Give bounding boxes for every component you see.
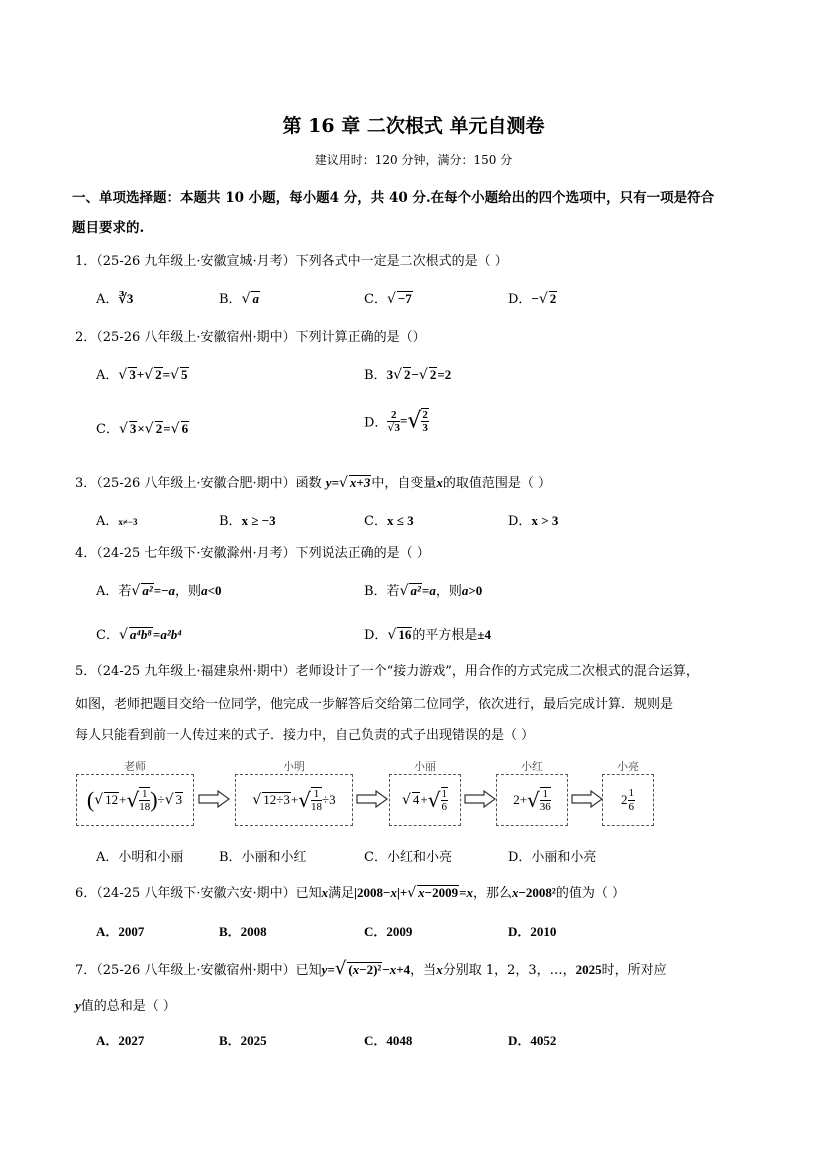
q7-option-b: B．2025 xyxy=(219,1033,267,1048)
q6-option-c: C．2009 xyxy=(364,924,413,939)
q3-option-a: A．x≠−3 xyxy=(96,514,138,529)
xiaoliang-expression: 2 $\frac{1}{6}$ xyxy=(621,787,634,813)
q4-option-d: D．√ 16的平方根是±4 xyxy=(364,627,492,643)
q3-option-b: B．x ≥ −3 xyxy=(219,513,276,529)
page-subtitle: 建议用时：120 分钟，满分：150 分 xyxy=(314,153,513,167)
q4-option-c: C．√ a⁴b⁸=a²b⁴ xyxy=(96,627,182,643)
arrow-4 xyxy=(571,790,603,808)
q5-option-b: B．小丽和小红 xyxy=(219,850,307,865)
q5-option-a: A．小明和小丽 xyxy=(96,850,184,865)
question-3: 3．（25-26 八年级上·安徽合肥·期中）函数 y=√ x+3中，自变量x的取值范围是（ ） xyxy=(75,475,551,491)
question-5-line1: 5．（24-25 九年级上·福建泉州·期中）老师设计了一个“接力游戏”，用合作的方式完成二次根式的混合运算， xyxy=(75,664,699,679)
q6-option-a: A．2007 xyxy=(96,924,145,939)
question-4: 4．（24-25 七年级下·安徽滁州·月考）下列说法正确的是（ ） xyxy=(75,546,430,561)
question-5-line2: 如图，老师把题目交给一位同学，他完成一步解答后交给第二位同学，依次进行，最后完成计算．规则是 xyxy=(75,697,674,712)
q7-option-a: A．2027 xyxy=(96,1033,145,1048)
box-label-xiaoliang: 小亮 xyxy=(617,760,639,773)
section-heading-line1: 一、单项选择题：本题共 10 小题，每小题4 分，共 40 分.在每个小题给出的四个选项中，只有一项是符合 xyxy=(72,190,715,206)
question-2: 2．（25-26 八年级上·安徽宿州·期中）下列计算正确的是（） xyxy=(75,330,426,345)
xiaohong-expression: 2+ √ $\frac{1}{36}$ xyxy=(513,787,551,813)
q4-option-b: B．若√ a²=a，则a>0 xyxy=(364,583,483,599)
q2-option-a: A．√ 3+√ 2=√ 5 xyxy=(96,367,188,383)
box-label-xiaohong: 小红 xyxy=(521,760,543,773)
question-1: 1．（25-26 九年级上·安徽宣城·月考）下列各式中一定是二次根式的是（ ） xyxy=(75,254,508,269)
q2-option-b: B．3√ 2−√ 2=2 xyxy=(364,367,452,383)
box-label-xiaoli: 小丽 xyxy=(414,760,436,773)
q7-option-c: C．4048 xyxy=(364,1033,413,1048)
question-6: 6．（24-25 八年级下·安徽六安·期中）已知x满足|2008−x|+√ x−2009=x，那么x−2008²的值为（ ） xyxy=(75,885,625,901)
question-5-line3: 每人只能看到前一人传过来的式子．接力中，自己负责的式子出现错误的是（ ） xyxy=(75,728,535,743)
q5-option-d: D．小丽和小亮 xyxy=(508,850,597,865)
teacher-expression: ( √ 12 + √ $\frac{1}{18}$ ) ÷ √ 3 xyxy=(86,787,183,813)
q7-option-d: D．4052 xyxy=(508,1033,557,1048)
q1-option-d: D．−√ 2 xyxy=(508,291,557,307)
q2-option-c: C．√ 3×√ 2=√ 6 xyxy=(96,421,189,437)
box-label-teacher: 老师 xyxy=(124,760,146,773)
arrow-2 xyxy=(356,790,388,808)
q1-option-b: B．√ a xyxy=(219,291,259,307)
q1-option-a: A．∛3 xyxy=(96,291,134,307)
q3-option-c: C．x ≤ 3 xyxy=(364,513,414,529)
q2-option-d: D． $\frac{2}{√3}$ =√ $\frac{2}{3}$ xyxy=(364,408,428,435)
q6-option-b: B．2008 xyxy=(219,924,267,939)
box-label-xiaoming: 小明 xyxy=(283,760,305,773)
arrow-1 xyxy=(198,790,230,808)
q3-option-d: D．x > 3 xyxy=(508,513,559,529)
page-title: 第 16 章 二次根式 单元自测卷 xyxy=(282,115,545,137)
arrow-3 xyxy=(464,790,496,808)
q4-option-a: A．若√ a²=−a，则a<0 xyxy=(96,583,222,599)
q5-option-c: C．小红和小亮 xyxy=(364,850,452,865)
q1-option-c: C．√ −7 xyxy=(364,291,412,307)
question-7-line2: y值的总和是（ ） xyxy=(75,998,176,1014)
question-7-line1: 7．（25-26 八年级上·安徽宿州·期中）已知y=√ (x−2)²−x+4，当x分别取 1，2，3，…，2025时，所对应 xyxy=(75,958,667,979)
xiaoming-expression: √ 12÷3 + √ $\frac{1}{18}$ ÷3 xyxy=(252,787,336,813)
q6-option-d: D．2010 xyxy=(508,924,557,939)
section-heading-line2: 题目要求的. xyxy=(72,220,145,236)
xiaoli-expression: √ 4 + √ $\frac{1}{6}$ xyxy=(401,787,447,813)
